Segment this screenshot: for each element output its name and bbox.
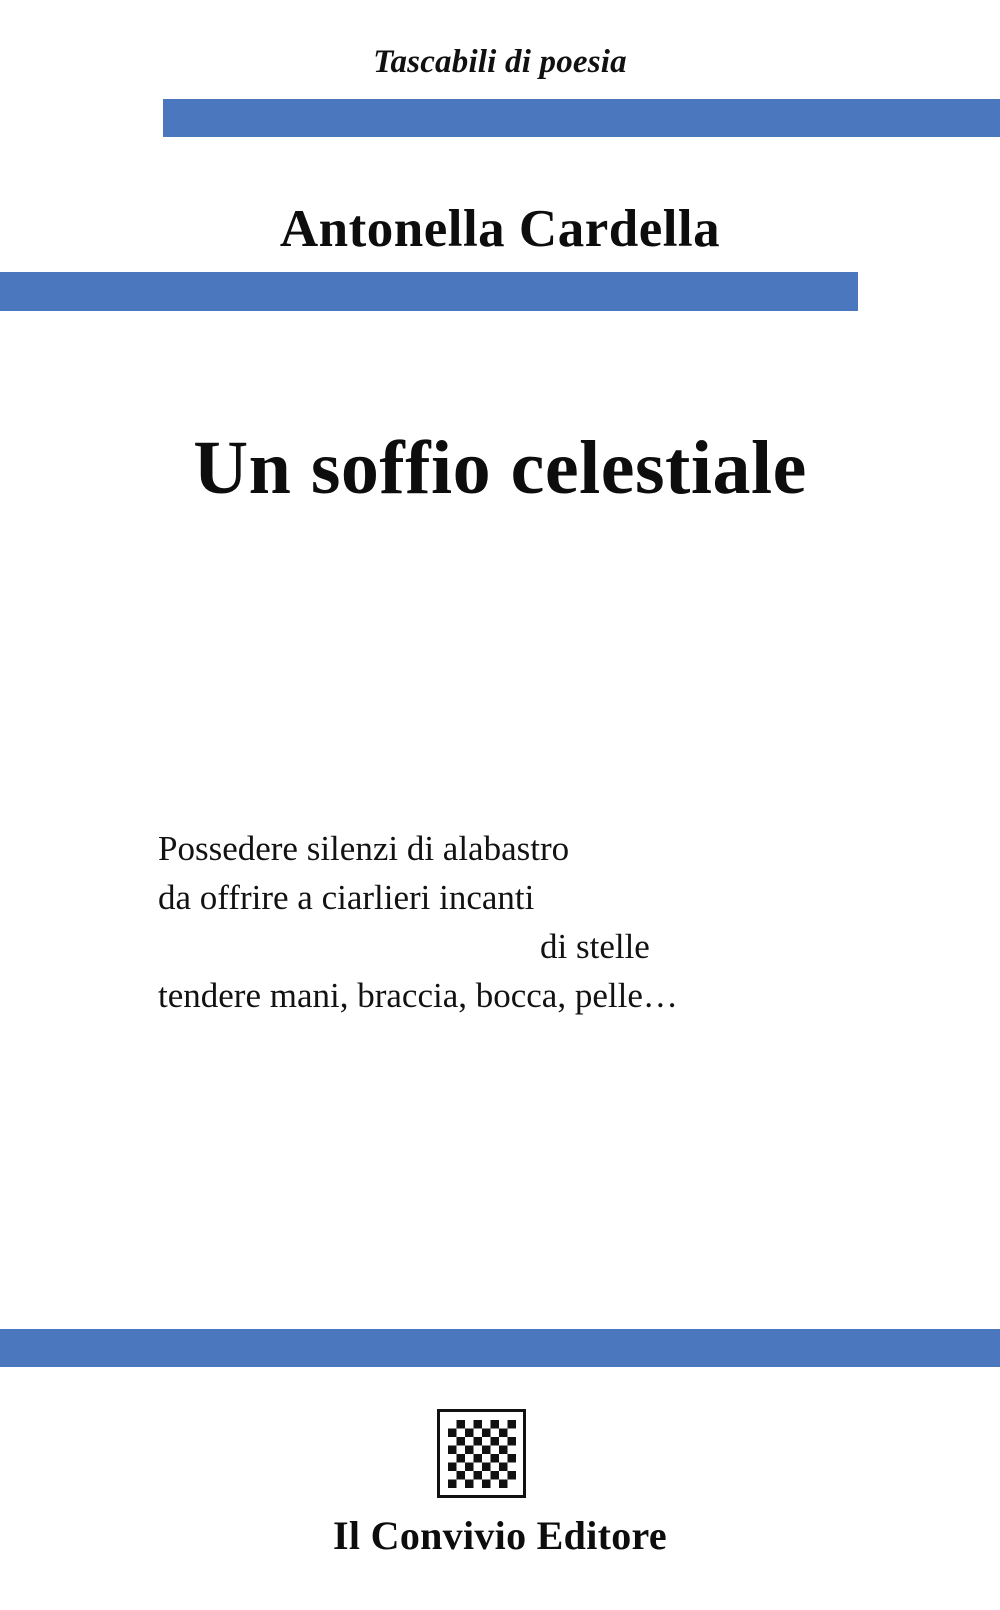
checkerboard-pattern: [448, 1420, 516, 1488]
checkerboard-logo-icon: [437, 1409, 526, 1498]
decorative-bar-middle: [0, 272, 858, 311]
publisher-name: Il Convivio Editore: [333, 1513, 667, 1558]
decorative-bar-top: [163, 99, 1000, 137]
poem-line-4: tendere mani, braccia, bocca, pelle…: [158, 976, 678, 1015]
poem-line-3: di stelle: [540, 927, 650, 966]
poem-line-2: da offrire a ciarlieri incanti: [158, 878, 535, 917]
book-title: Un soffio celestiale: [193, 426, 807, 510]
poem-line-1: Possedere silenzi di alabastro: [158, 829, 570, 868]
series-label: Tascabili di poesia: [373, 44, 627, 80]
decorative-bar-bottom: [0, 1329, 1000, 1367]
author-name: Antonella Cardella: [279, 200, 721, 258]
poem-excerpt: [158, 824, 858, 1020]
